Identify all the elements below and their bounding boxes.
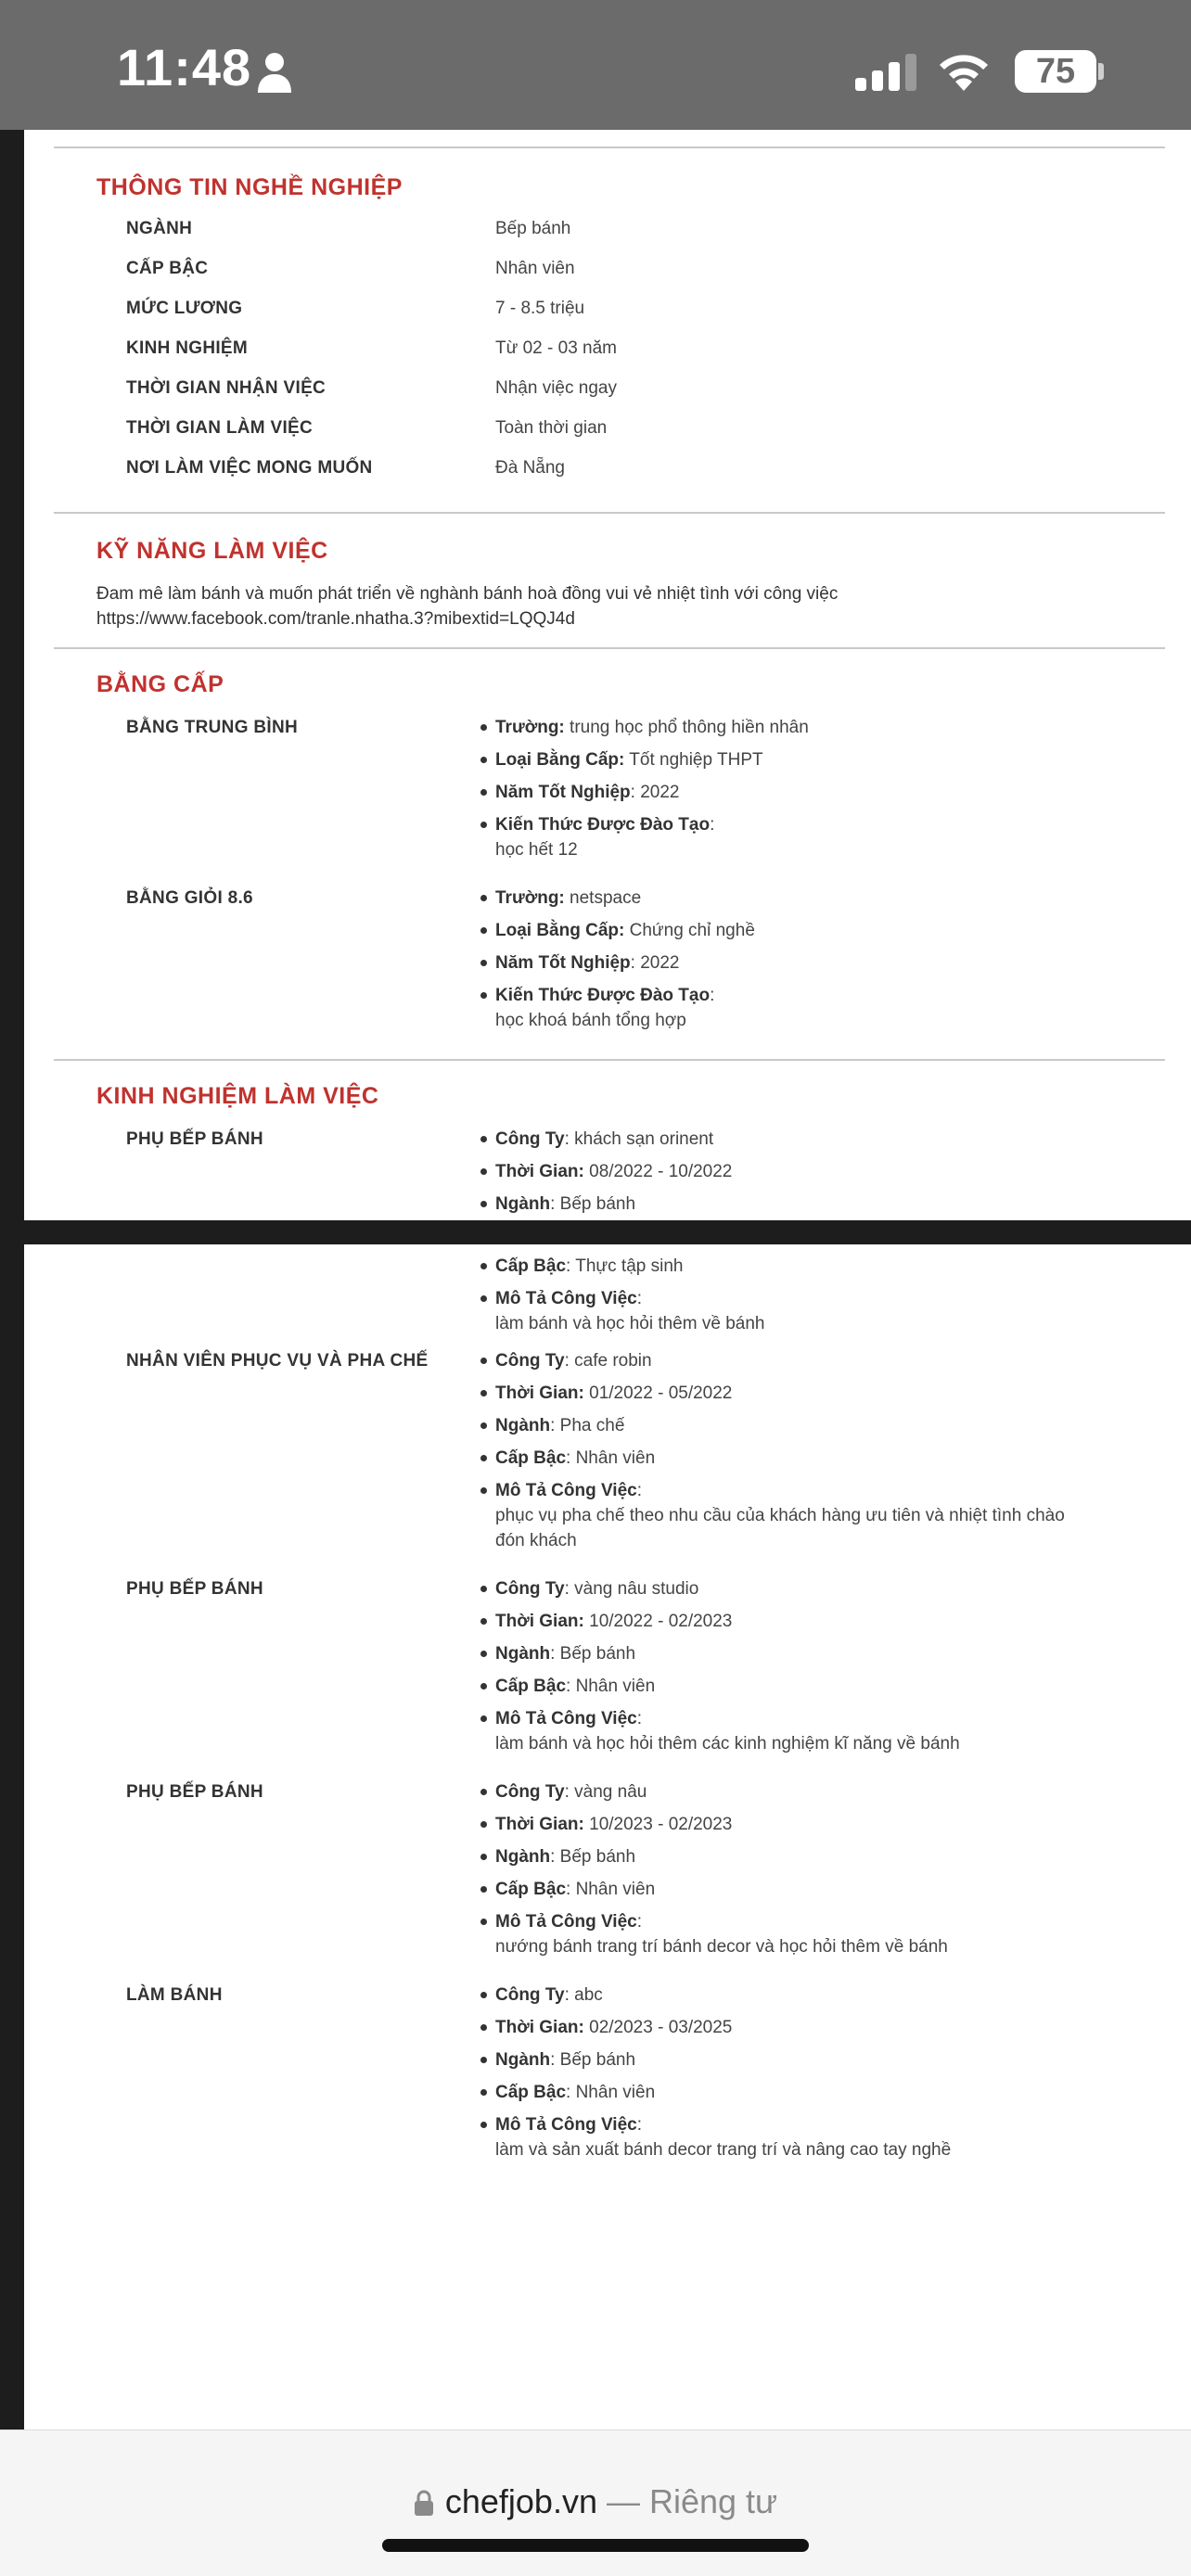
- list-item: Năm Tốt Nghiệp: 2022: [495, 776, 1145, 809]
- battery-indicator: [1015, 50, 1096, 93]
- list-item: Loại Bằng Cấp: Tốt nghiệp THPT: [495, 744, 1145, 776]
- list-item: Ngành: Bếp bánh: [495, 2044, 1145, 2076]
- battery-tip: [1098, 63, 1104, 80]
- wifi-icon: [935, 48, 992, 91]
- list-item: Kiến Thức Được Đào Tạo: học khoá bánh tổng hợp: [495, 979, 1145, 1037]
- value-industry: Bếp bánh: [495, 219, 571, 238]
- value-salary: 7 - 8.5 triệu: [495, 299, 585, 318]
- list-item: Ngành: Bếp bánh: [495, 1188, 1145, 1220]
- label-industry: NGÀNH: [126, 219, 193, 238]
- list-item: Công Ty: abc: [495, 1979, 1145, 2011]
- value-experience: Từ 02 - 03 năm: [495, 338, 617, 358]
- list-item: Mô Tả Công Việc: làm bánh và học hỏi thêm về bánh: [495, 1282, 1145, 1340]
- battery-level: 75: [1035, 52, 1076, 91]
- status-bar: [0, 0, 1191, 130]
- list-item: Loại Bằng Cấp: Chứng chỉ nghề: [495, 914, 1145, 947]
- list-item: Cấp Bậc: Nhân viên: [495, 1873, 1145, 1906]
- list-item: Cấp Bậc: Nhân viên: [495, 1442, 1145, 1474]
- label-experience: KINH NGHIỆM: [126, 338, 249, 358]
- job-position: LÀM BÁNH: [126, 1985, 223, 2005]
- url-domain: chefjob.vn: [444, 2482, 597, 2520]
- job-details: [495, 1345, 1145, 1557]
- degree-name: BẰNG GIỎI 8.6: [126, 888, 253, 908]
- home-indicator[interactable]: [382, 2539, 809, 2552]
- page-separator: [24, 1220, 1191, 1244]
- browser-address-bar[interactable]: [0, 2429, 1191, 2576]
- label-location: NƠI LÀM VIỆC MONG MUỐN: [126, 458, 373, 478]
- signal-icon: [855, 54, 916, 91]
- list-item: Cấp Bậc: Nhân viên: [495, 2076, 1145, 2109]
- section-title-career: THÔNG TIN NGHỀ NGHIỆP: [96, 174, 403, 200]
- list-item: Mô Tả Công Việc: phục vụ pha chế theo nhu cầu của khách hàng ưu tiên và nhiệt tình chào đón khách: [495, 1474, 1145, 1557]
- list-item: Công Ty: vàng nâu studio: [495, 1573, 1145, 1605]
- list-item: Năm Tốt Nghiệp: 2022: [495, 947, 1145, 979]
- list-item: Mô Tả Công Việc: nướng bánh trang trí bánh decor và học hỏi thêm về bánh: [495, 1906, 1145, 1963]
- list-item: Cấp Bậc: Nhân viên: [495, 1670, 1145, 1702]
- degree-details: [495, 711, 1145, 866]
- list-item: Mô Tả Công Việc: làm bánh và học hỏi thêm các kinh nghiệm kĩ năng về bánh: [495, 1702, 1145, 1760]
- value-level: Nhân viên: [495, 259, 575, 278]
- skills-text: Đam mê làm bánh và muốn phát triển về nghành bánh hoà đồng vui vẻ nhiệt tình với công việc: [96, 584, 839, 604]
- job-details: [495, 1979, 1145, 2166]
- url-display[interactable]: [0, 2482, 1191, 2521]
- lock-icon: [414, 2490, 434, 2516]
- list-item: Công Ty: khách sạn orinent: [495, 1123, 1145, 1155]
- value-location: Đà Nẵng: [495, 458, 565, 478]
- person-icon: [256, 52, 293, 93]
- list-item: Công Ty: vàng nâu: [495, 1776, 1145, 1808]
- page-edge: [0, 130, 24, 2429]
- job-details: [495, 1250, 1145, 1340]
- value-work-time: Toàn thời gian: [495, 418, 608, 438]
- list-item: Mô Tả Công Việc: làm và sản xuất bánh decor trang trí và nâng cao tay nghề: [495, 2109, 1145, 2166]
- skills-link[interactable]: https://www.facebook.com/tranle.nhatha.3?mibextid=LQQJ4d: [96, 609, 575, 629]
- list-item: Kiến Thức Được Đào Tạo: học hết 12: [495, 809, 1145, 866]
- job-position: PHỤ BẾP BÁNH: [126, 1129, 263, 1149]
- divider: [54, 1059, 1165, 1061]
- list-item: Ngành: Bếp bánh: [495, 1841, 1145, 1873]
- list-item: Ngành: Bếp bánh: [495, 1638, 1145, 1670]
- list-item: Thời Gian: 08/2022 - 10/2022: [495, 1155, 1145, 1188]
- degree-details: [495, 882, 1145, 1037]
- section-title-degrees: BẰNG CẤP: [96, 671, 224, 697]
- list-item: Công Ty: cafe robin: [495, 1345, 1145, 1377]
- job-details: [495, 1123, 1145, 1220]
- resume-page[interactable]: [24, 130, 1191, 2429]
- divider: [54, 647, 1165, 649]
- list-item: Thời Gian: 10/2022 - 02/2023: [495, 1605, 1145, 1638]
- list-item: Cấp Bậc: Thực tập sinh: [495, 1250, 1145, 1282]
- label-level: CẤP BẬC: [126, 259, 209, 278]
- degree-name: BẰNG TRUNG BÌNH: [126, 718, 298, 737]
- label-salary: MỨC LƯƠNG: [126, 299, 243, 318]
- list-item: Ngành: Pha chế: [495, 1409, 1145, 1442]
- divider: [54, 147, 1165, 148]
- list-item: Thời Gian: 02/2023 - 03/2025: [495, 2011, 1145, 2044]
- status-time: 11:48: [117, 38, 252, 96]
- section-title-skills: KỸ NĂNG LÀM VIỆC: [96, 538, 328, 564]
- section-title-experience: KINH NGHIỆM LÀM VIỆC: [96, 1083, 379, 1109]
- value-start-time: Nhận việc ngay: [495, 378, 617, 398]
- list-item: Thời Gian: 10/2023 - 02/2023: [495, 1808, 1145, 1841]
- job-details: [495, 1776, 1145, 1963]
- divider: [54, 512, 1165, 514]
- job-position: NHÂN VIÊN PHỤC VỤ VÀ PHA CHẾ: [126, 1351, 429, 1371]
- list-item: Trường: netspace: [495, 882, 1145, 914]
- label-work-time: THỜI GIAN LÀM VIỆC: [126, 418, 314, 438]
- job-position: PHỤ BẾP BÁNH: [126, 1579, 263, 1599]
- job-details: [495, 1573, 1145, 1760]
- label-start-time: THỜI GIAN NHẬN VIỆC: [126, 378, 327, 398]
- privacy-label: — Riêng tư: [596, 2482, 778, 2520]
- list-item: Trường: trung học phổ thông hiền nhân: [495, 711, 1145, 744]
- list-item: Thời Gian: 01/2022 - 05/2022: [495, 1377, 1145, 1409]
- job-position: PHỤ BẾP BÁNH: [126, 1782, 263, 1802]
